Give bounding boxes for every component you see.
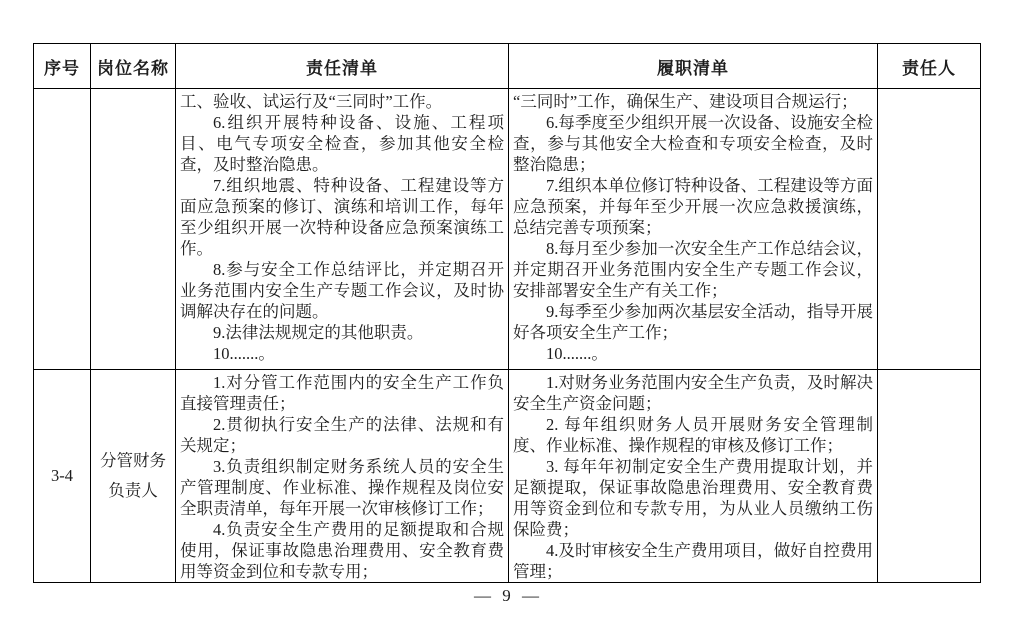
header-row — [34, 44, 981, 89]
col-header-position: 岗位名称 — [91, 44, 176, 89]
responsible-person-cell — [878, 370, 981, 583]
duty-item: 7.组织地震、特种设备、工程建设等方面应急预案的修订、演练和培训工作，每年至少组织开展一次特种设备应急预案演练工作。 — [180, 176, 504, 258]
col-header-responsible-person: 责任人 — [878, 44, 981, 89]
table-body — [34, 89, 981, 583]
performance-item: 6.每季度至少组织开展一次设备、设施安全检查，参与其他安全大检查和专项安全检查，及时整治隐患； — [513, 113, 873, 174]
performance-list-cell — [509, 370, 878, 583]
duty-item: 6.组织开展特种设备、设施、工程项目、电气专项安全检查，参加其他安全检查，及时整治隐患。 — [180, 113, 504, 174]
col-header-duty-list: 责任清单 — [176, 44, 509, 89]
duty-item: 4.负责安全生产费用的足额提取和合规使用，保证事故隐患治理费用、安全教育费用等资金到位和专款专用； — [180, 520, 504, 581]
performance-item: 3. 每年年初制定安全生产费用提取计划，并足额提取，保证事故隐患治理费用、安全教育费用等资金到位和专款专用，为从业人员缴纳工伤保险费； — [513, 457, 873, 539]
duty-list-cell — [176, 370, 509, 583]
performance-item: 10.......。 — [546, 344, 608, 363]
duty-item: 10.......。 — [213, 344, 275, 363]
page-number: — 9 — — [474, 586, 539, 605]
col-header-performance-list: 履职清单 — [509, 44, 878, 89]
performance-item: 4.及时审核安全生产费用项目，做好自控费用管理； — [513, 541, 873, 581]
table-row — [34, 370, 981, 583]
serial-cell: 3-4 — [34, 370, 91, 583]
col-header-serial: 序号 — [34, 44, 91, 89]
performance-item: 8.每月至少参加一次安全生产工作总结会议，并定期召开业务范围内安全生产专题工作会议，安排部署安全生产有关工作； — [513, 239, 873, 300]
performance-item: 9.每季至少参加两次基层安全活动，指导开展好各项安全生产工作； — [513, 302, 873, 342]
performance-item: “三同时”工作，确保生产、建设项目合规运行； — [513, 92, 858, 111]
duty-item: 2.贯彻执行安全生产的法律、法规和有关规定； — [180, 415, 504, 455]
performance-list-cell — [509, 89, 878, 370]
performance-item: 1.对财务业务范围内安全生产负责，及时解决安全生产资金问题； — [513, 373, 873, 413]
duty-item: 1.对分管工作范围内的安全生产工作负直接管理责任； — [180, 373, 504, 413]
position-cell — [91, 89, 176, 370]
duty-item: 8.参与安全工作总结评比，并定期召开业务范围内安全生产专题工作会议，及时协调解决存在的问题。 — [180, 260, 504, 321]
responsible-person-cell — [878, 89, 981, 370]
position-cell — [91, 370, 176, 583]
duty-list-cell — [176, 89, 509, 370]
performance-item: 2. 每年组织财务人员开展财务安全管理制度、作业标准、操作规程的审核及修订工作； — [513, 415, 873, 455]
duty-item: 9.法律法规规定的其他职责。 — [213, 323, 424, 342]
serial-cell — [34, 89, 91, 370]
performance-item: 7.组织本单位修订特种设备、工程建设等方面应急预案，并每年至少开展一次应急救援演练，总结完善专项预案； — [513, 176, 873, 237]
duty-item: 3.负责组织制定财务系统人员的安全生产管理制度、作业标准、操作规程及岗位安全职责清单，每年开展一次审核修订工作； — [180, 457, 504, 518]
duty-item: 工、验收、试运行及“三同时”工作。 — [180, 92, 443, 111]
position-name-line: 分管财务 — [100, 451, 166, 470]
responsibility-table — [33, 43, 981, 583]
position-name-line: 负责人 — [108, 481, 158, 500]
table-row — [34, 89, 981, 370]
